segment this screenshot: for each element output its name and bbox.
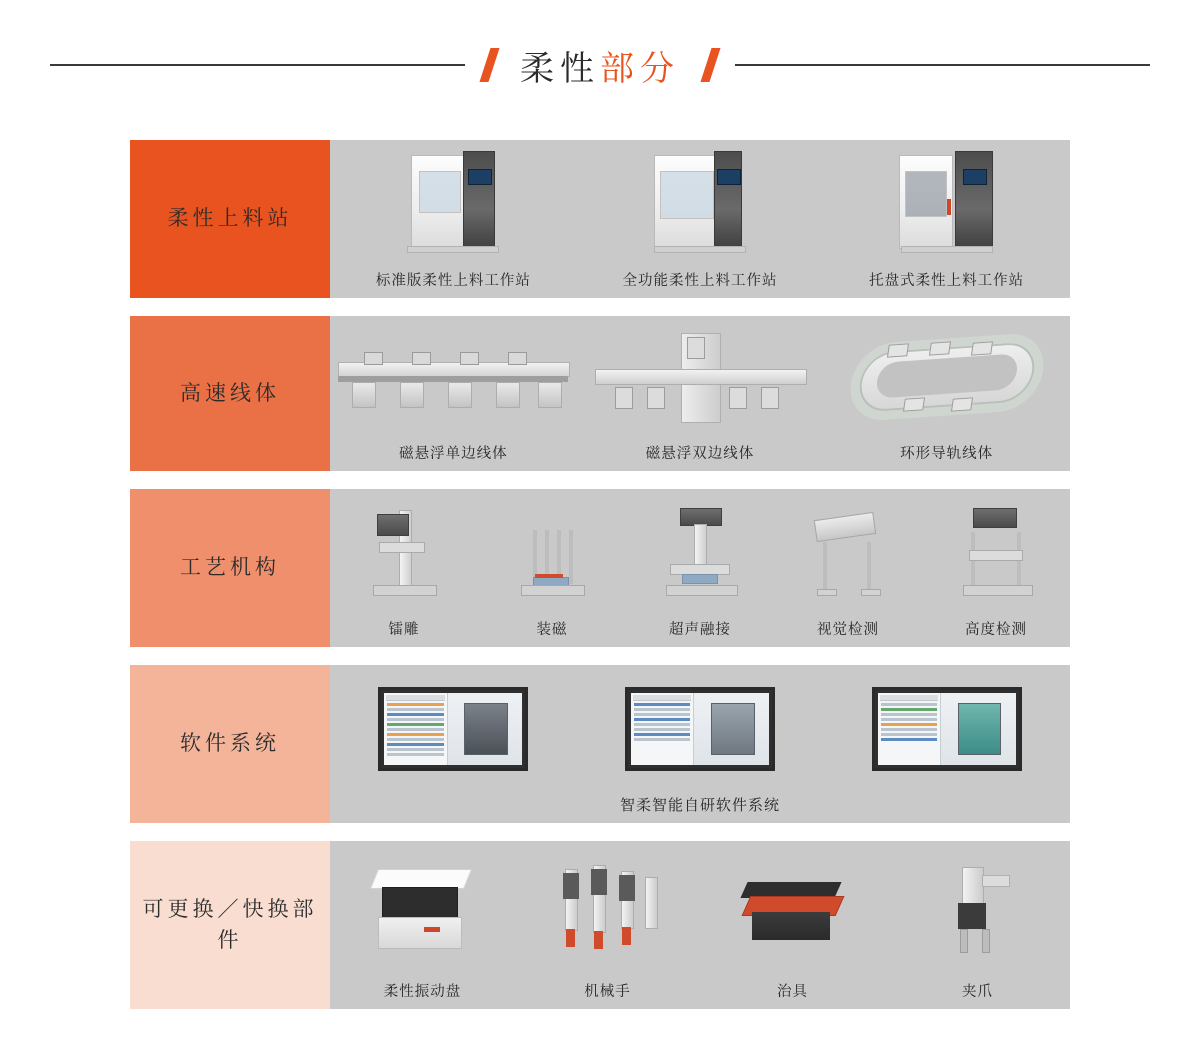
category-row-process-mechanism bbox=[130, 489, 1070, 647]
item-caption: 环形导轨线体 bbox=[900, 446, 994, 462]
header-rule-right bbox=[735, 64, 1150, 66]
row-panel-high-speed-line bbox=[330, 316, 1070, 471]
category-row-feeding-station bbox=[130, 140, 1070, 298]
list-item[interactable] bbox=[330, 489, 478, 639]
header-rule-left bbox=[50, 64, 465, 66]
ultrasonic-welding-icon bbox=[626, 489, 774, 614]
machine-cabinet-icon bbox=[330, 140, 577, 265]
row-label-feeding-station: 柔性上料站 bbox=[130, 140, 330, 298]
row-label-process-mechanism: 工艺机构 bbox=[130, 489, 330, 647]
category-row-software-system bbox=[130, 665, 1070, 823]
height-inspection-icon bbox=[922, 489, 1070, 614]
machine-cabinet-icon bbox=[823, 140, 1070, 265]
item-caption: 高度检测 bbox=[965, 622, 1027, 638]
item-caption: 柔性振动盘 bbox=[383, 984, 462, 1000]
item-caption: 夹爪 bbox=[962, 984, 993, 1000]
page-title-accent: 部分 bbox=[600, 49, 680, 88]
category-row-high-speed-line bbox=[130, 316, 1070, 471]
cross-conveyor-icon bbox=[577, 316, 824, 438]
item-caption: 全功能柔性上料工作站 bbox=[622, 273, 778, 289]
machine-cabinet-icon bbox=[577, 140, 824, 265]
list-item[interactable] bbox=[577, 316, 824, 463]
item-caption: 镭雕 bbox=[388, 622, 420, 638]
list-item[interactable] bbox=[922, 489, 1070, 639]
list-item[interactable] bbox=[478, 489, 626, 639]
list-item[interactable] bbox=[885, 841, 1070, 1001]
item-caption: 超声融接 bbox=[669, 622, 731, 638]
item-caption: 磁悬浮单边线体 bbox=[399, 446, 508, 462]
category-board bbox=[130, 140, 1070, 1009]
page-title-dark: 柔性 bbox=[520, 49, 600, 88]
slash-right bbox=[686, 48, 735, 82]
item-caption: 视觉检测 bbox=[817, 622, 879, 638]
item-caption: 托盘式柔性上料工作站 bbox=[869, 273, 1025, 289]
manipulator-icon bbox=[515, 841, 700, 976]
software-screen-icon bbox=[330, 665, 577, 792]
row-label-replaceable-parts: 可更换／快换部件 bbox=[130, 841, 330, 1009]
item-caption: 标准版柔性上料工作站 bbox=[375, 273, 531, 289]
list-item[interactable] bbox=[330, 841, 515, 1001]
software-screen-icon bbox=[823, 665, 1070, 792]
list-item[interactable] bbox=[330, 316, 577, 463]
row-panel-software-system bbox=[330, 665, 1070, 823]
laser-marking-icon bbox=[330, 489, 478, 614]
vision-inspection-icon bbox=[774, 489, 922, 614]
category-row-replaceable-parts bbox=[130, 841, 1070, 1009]
fixture-icon bbox=[700, 841, 885, 976]
list-item[interactable] bbox=[823, 665, 1070, 792]
row-label-software-system: 软件系统 bbox=[130, 665, 330, 823]
item-caption: 机械手 bbox=[584, 984, 631, 1000]
list-item[interactable] bbox=[330, 140, 577, 290]
row-panel-replaceable-parts bbox=[330, 841, 1070, 1009]
list-item[interactable] bbox=[626, 489, 774, 639]
page-header bbox=[0, 0, 1200, 130]
row-panel-feeding-station bbox=[330, 140, 1070, 298]
list-item[interactable] bbox=[700, 841, 885, 1001]
list-item[interactable] bbox=[774, 489, 922, 639]
list-item[interactable] bbox=[823, 316, 1070, 463]
software-screen-icon bbox=[577, 665, 824, 792]
slash-left bbox=[465, 48, 514, 82]
item-caption: 装磁 bbox=[536, 622, 568, 638]
list-item[interactable] bbox=[823, 140, 1070, 290]
oval-track-icon bbox=[823, 316, 1070, 438]
list-item[interactable] bbox=[577, 140, 824, 290]
list-item[interactable] bbox=[577, 665, 824, 792]
row-label-high-speed-line: 高速线体 bbox=[130, 316, 330, 471]
linear-conveyor-icon bbox=[330, 316, 577, 438]
page-title bbox=[514, 41, 686, 90]
item-caption: 磁悬浮双边线体 bbox=[645, 446, 755, 462]
item-caption: 治具 bbox=[777, 984, 808, 1000]
software-system-caption: 智柔智能自研软件系统 bbox=[619, 797, 780, 814]
flexible-vibration-tray-icon bbox=[330, 841, 515, 976]
list-item[interactable] bbox=[330, 665, 577, 792]
list-item[interactable] bbox=[515, 841, 700, 1001]
gripper-icon bbox=[885, 841, 1070, 976]
row-panel-process-mechanism bbox=[330, 489, 1070, 647]
magnet-assembly-icon bbox=[478, 489, 626, 614]
